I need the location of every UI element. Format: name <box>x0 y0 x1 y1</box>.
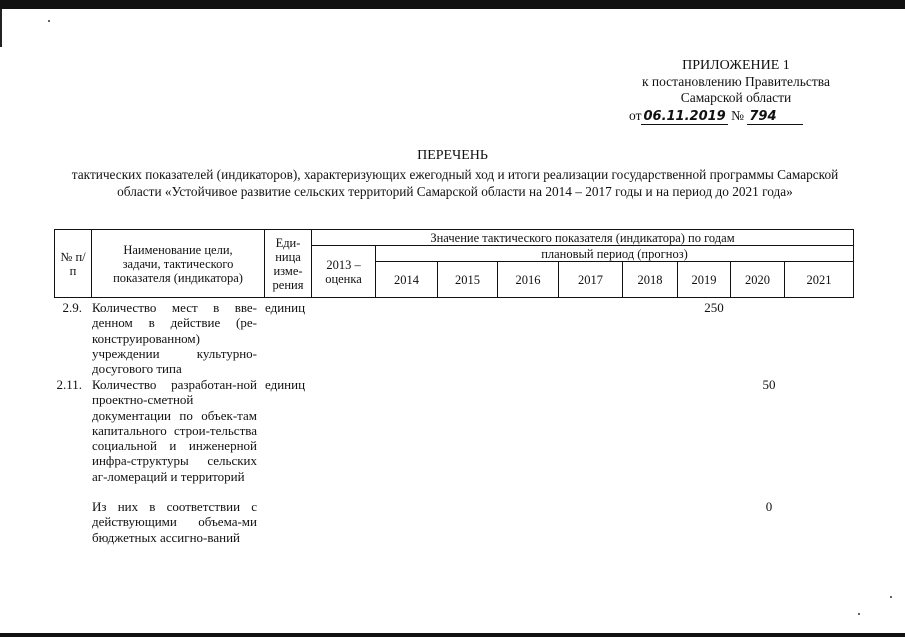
header-planned: плановый период (прогноз) <box>376 246 854 262</box>
scan-speck <box>890 596 892 598</box>
header-year: 2016 <box>498 262 559 298</box>
header-year: 2018 <box>623 262 678 298</box>
header-estimate: 2013 – оценка <box>312 246 376 298</box>
date-prefix: от <box>629 108 642 123</box>
header-values: Значение тактического показателя (индикатора) по годам <box>312 230 854 246</box>
header-year: 2014 <box>376 262 438 298</box>
appendix-dateline <box>629 108 803 125</box>
header-year: 2017 <box>559 262 623 298</box>
row-number: 2.9. <box>62 300 82 315</box>
scan-edge-top <box>0 0 905 9</box>
decree-number: 794 <box>747 109 803 125</box>
row-indicator-name: Количество разработан-ной проектно-сметной документации по объек-там капитального строи-тельства социальной и инженерной инфра-структуры сельских аг-ломераций и территорий <box>92 377 257 484</box>
appendix-title: ПРИЛОЖЕНИЕ 1 <box>682 58 790 73</box>
header-year: 2020 <box>731 262 785 298</box>
header-unit: Еди-ница изме-рения <box>265 230 312 298</box>
row-indicator-name: Из них в соответствии с действующими объема-ми бюджетных ассигно-ваний <box>92 499 257 545</box>
row-indicator-name: Количество мест в вве-денном в действие (ре-конструированном) учреждении культурно-досугового типа <box>92 300 257 377</box>
appendix-line-2: Самарской области <box>680 90 792 105</box>
decree-date: 06.11.2019 <box>643 109 726 124</box>
document-subtitle: тактических показателей (индикаторов), характеризующих ежегодный ход и итоги реализации государственной программы Самарской области «Устойчивое развитие сельских территорий Самарской области на 2014 – 2017 годы и на период до 2021 года» <box>71 167 839 199</box>
header-year: 2019 <box>678 262 731 298</box>
scan-speck <box>858 613 860 615</box>
header-num: № п/п <box>55 230 92 298</box>
appendix-block <box>642 58 830 106</box>
scan-speck <box>48 20 50 22</box>
appendix-line-1: к постановлению Правительства <box>641 74 830 89</box>
row-number: 2.11. <box>56 377 82 392</box>
scan-edge-bottom <box>0 633 905 637</box>
header-year: 2021 <box>785 262 854 298</box>
row-value-2020: 0 <box>765 499 773 514</box>
row-unit: единиц <box>265 300 306 315</box>
header-name: Наименование цели, задачи, тактического показателя (индикатора) <box>92 230 265 298</box>
scan-edge-left <box>0 9 2 47</box>
indicators-table-header <box>54 229 854 298</box>
row-value-2019: 250 <box>704 300 724 315</box>
document-title: ПЕРЕЧЕНЬ <box>417 148 488 163</box>
number-sign: № <box>731 108 744 123</box>
row-unit: единиц <box>265 377 306 392</box>
row-value-2020: 50 <box>762 377 776 392</box>
header-year: 2015 <box>438 262 498 298</box>
